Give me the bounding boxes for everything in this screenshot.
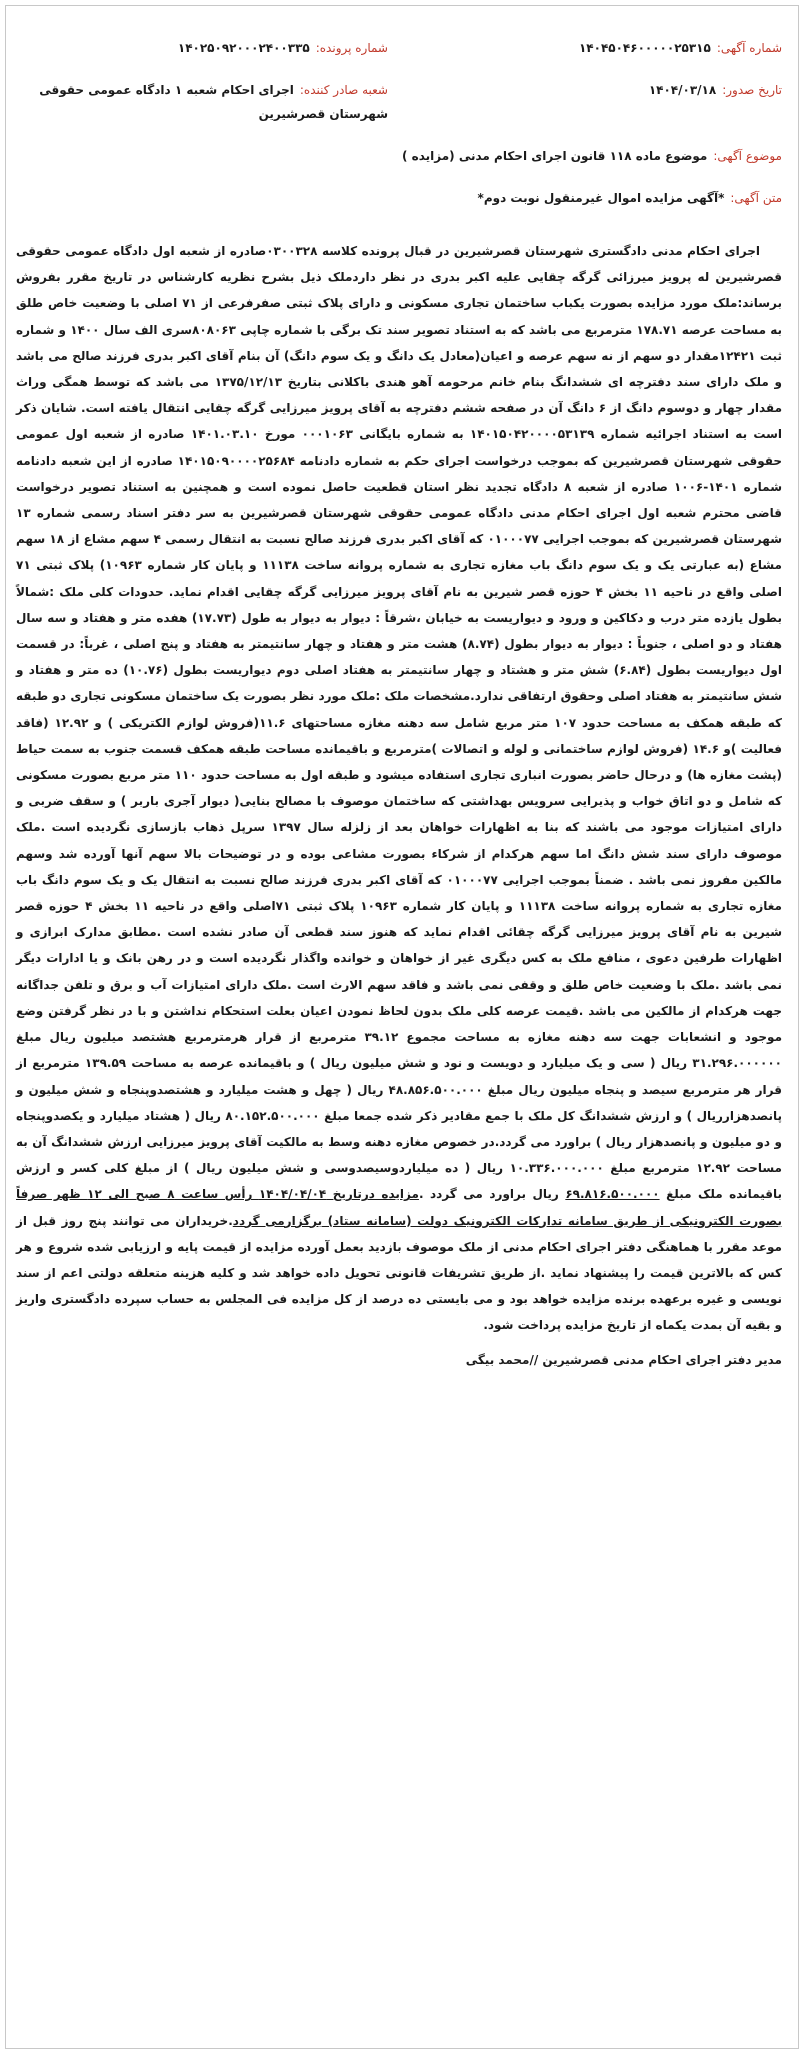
ad-number-label: شماره آگهی: [716, 41, 782, 55]
text-label: متن آگهی: [730, 191, 782, 205]
signature: مدیر دفتر اجرای احکام مدنی قصرشیرین //محمد بیگی [465, 1352, 782, 1367]
document-frame [5, 5, 799, 2049]
ad-number-row [579, 38, 782, 58]
subject-row [402, 146, 782, 166]
issuer: اجرای احکام شعبه ۱ دادگاه عمومی حقوقی شهرستان قصرشیرین [39, 83, 388, 121]
subject: موضوع ماده ۱۱۸ قانون اجرای احکام مدنی (مزایده ) [401, 149, 708, 163]
notice-main-text: اجرای احکام مدنی دادگستری شهرستان قصرشیرین در قبال پرونده کلاسه ۰۳۰۰۳۲۸صادره از شعبه اول دادگاه عمومی حقوقی قصرشیرین له پرویز میرزائی گرگه چقایی علیه اکبر بدری در نظر داردملک ذیل بشرح نظریه کارشناس در تاریخ مقرر بفروش برساند:ملک مورد مزایده بصورت یکباب ساختمان تجاری مسکونی و دارای پلاک ثبتی صفرفرعی از ۷۱ اصلی با وضعیت خاص طلق به مساحت عرصه ۱۷۸.۷۱ مترمربع می باشد که به استناد تصویر سند تک برگی با شماره چاپی ۸۰۸۰۶۳سری الف سال ۱۴۰۰ و شماره ثبت ۱۲۴۲۱مقدار دو سهم از نه سهم عرصه و اعیان(معادل یک دانگ و یک سوم دانگ) آن بنام آقای اکبر بدری فرزند صالح می باشد و ملک دارای سند دفترچه ای ششدانگ بنام خانم مرحومه آهو هندی باکلانی بتاریخ ۱۳۷۵/۱۲/۱۳ می باشد که توسط همگی وراث مقدار چهار و دوسوم دانگ از ۶ دانگ آن در صفحه ششم دفترچه به آقای پرویز میرزایی گرگه چقایی انتقال یافته است. شایان ذکر است به استناد اجرائیه شماره ۱۴۰۱۵۰۴۲۰۰۰۰۵۳۱۳۹ به شماره بایگانی ۰۰۰۱۰۶۳ مورخ ۱۴۰۱.۰۳.۱۰ صادره از شعبه اول عمومی حقوقی شهرستان قصرشیرین که بموجب درخواست اجرای حکم به شماره دادنامه ۱۴۰۱۵۰۹۰۰۰۰۲۵۶۸۴ صادره از این شعبه دادنامه شماره ۱۴۰۱-۱۰۰۶ صادره از شعبه ۸ دادگاه تجدید نظر استان قطعیت حاصل نموده است و همچنین به استناد تصویر درخواست قاضی محترم شعبه اول اجرای احکام مدنی دادگاه عمومی حقوقی شهرستان قصرشیرین به سر دفتر اسناد رسمی شماره ۱۳ شهرستان قصرشیرین که بموجب اجرایی ۰۱۰۰۰۷۷ که آقای اکبر بدری فرزند صالح نسبت به انتقال رسمی ۴ سهم مشاع از ۱۸ سهم مشاع (به عبارتی یک و یک سوم دانگ باب مغازه تجاری به شماره پروانه ساخت ۱۱۱۳۸ و پایان کار شماره ۱۰۹۶۳) پلاک ثبتی ۷۱ اصلی واقع در ناحیه ۱۱ بخش ۴ حوزه قصر شیرین به نام آقای پرویز میرزایی گرگه چقایی اقدام نماید. حدودات کلی ملک :شمالاً بطول یازده متر درب و دکاکین و ورود و دیواریست به خیابان ،شرقاً : دیوار به دیوار به طول (۱۷.۷۳) هفده متر و هفتاد و سه سال هفتاد و دو اصلی ، جنوباً : دیوار به دیوار بطول (۸.۷۴) هشت متر و هفتاد و چهار سانتیمتر به هفتاد و پنج اصلی ، غرباً: در قسمت اول دیواریست بطول (۶.۸۴) شش متر و هشتاد و چهار سانتیمتر به هفتاد اصلی دوم دیواریست بطول (۱۰.۷۶) ده متر و هفتاد و شش سانتیمتر به هفتاد اصلی وحقوق ارتفاقی ندارد.مشخصات ملک :ملک مورد نظر بصورت یک ساختمان مسکونی تجاری دو طبقه که طبقه همکف به مساحت حدود ۱۰۷ متر مربع شامل سه دهنه مغازه مساحتهای ۱۱.۶(فروش لوازم الکتریکی ) و ۱۲.۹۲ (فاقد فعالیت )و ۱۴.۶ (فروش لوازم ساختمانی و لوله و اتصالات )مترمربع و باقیمانده مساحت طبقه همکف قسمت جنوب به سمت حیاط (پشت مغازه ها) و درحال حاضر بصورت انباری تجاری استفاده میشود و طبقه اول به مساحت حدود ۱۱۰ متر مربع بصورت مسکونی که شامل و دو اتاق خواب و پذیرایی سرویس بهداشتی که ساختمان موصوف با مصالح بنایی( دیوار آجری باربر ) و سقف ضربی و دارای امتیازات موجود می باشند که بنا به اظهارات خواهان بعد از زلزله سال ۱۳۹۷ سرپل ذهاب بازسازی نگردیده است .ملک موصوف دارای سند شش دانگ اما سهم هرکدام از شرکاء بصورت مشاعی بوده و در توضیحات بالا سهم آنها آورده شد وسهم مالکین مفروز نمی باشد . ضمناً بموجب اجرایی ۰۱۰۰۰۷۷ که آقای اکبر بدری فرزند صالح نسبت به انتقال یک و یک سوم دانگ باب مغازه تجاری به شماره پروانه ساخت ۱۱۱۳۸ و پایان کار شماره ۱۰۹۶۳ پلاک ثبتی ۷۱اصلی واقع در ناحیه ۱۱ بخش ۴ حوزه قصر شیرین به نام آقای پرویز میرزایی گرگه چقائی اقدام نماید که هنوز سند قطعی آن صادر نشده است .مطابق مدارک ابرازی و اظهارات طرفین دعوی ، منافع ملک به کس دیگری غیر از خواهان و خوانده واگذار نگردیده است و در رهن بانک و یا ادارات دیگر نمی باشد .ملک با وضعیت خاص طلق و وقفی نمی باشد و فاقد سهم الارث است .ملک دارای امتیازات آب و برق و تلفن جداگانه جهت هرکدام از مالکین می باشد .قیمت عرصه کلی ملک بدون لحاظ نمودن اعیان بعلت استحکام نداشتن و با در نظر گرفتن وضع موجود و انشعابات جهت سه دهنه مغازه به مساحت مجموع ۳۹.۱۲ مترمربع از قرار هرمترمربع هشتصد میلیون ریال مبلغ ۳۱.۲۹۶.۰۰۰۰۰۰ ریال ( سی و یک میلیارد و دویست و نود و شش میلیون ریال ) و باقیمانده عرصه به مساحت ۱۳۹.۵۹ مترمربع از قرار هر مترمربع سیصد و پنجاه میلیون ریال مبلغ ۴۸.۸۵۶.۵۰۰.۰۰۰ ریال ( چهل و هشت میلیارد و هشتصدوپنجاه و شش میلیون و پانصدهزارریال ) و ارزش ششدانگ کل ملک با جمع مقادیر ذکر شده جمعا مبلغ ۸۰.۱۵۲.۵۰۰.۰۰۰ ریال ( هشتاد میلیارد و یکصدوپنجاه و دو میلیون و پانصدهزار ریال ) براورد می گردد.در خصوص مغازه دهنه وسط به مالکیت آقای پرویز میرزایی ارزش ششدانگ آن به مساحت ۱۲.۹۲ مترمربع مبلغ ۱۰.۳۳۶.۰۰۰.۰۰۰ ریال ( ده میلیاردوسیصدوسی و شش میلیون ریال ) از مبلغ کلی کسر و ارزش باقیمانده ملک مبلغ [16, 244, 783, 1202]
issue-date: ۱۴۰۴/۰۳/۱۸ [648, 83, 717, 97]
issue-date-row [649, 80, 782, 100]
notice-paragraph [16, 238, 782, 1339]
file-number-label: شماره پرونده: [315, 41, 388, 55]
issuer-row [8, 78, 388, 126]
notice-remainder: .خریداران می توانند پنج روز قبل از موعد مقرر با هماهنگی دفتر اجرای احکام مدنی از ملک موصوف بازدید بعمل آورده مزایده از قیمت پایه و ارزیابی شده شروع و هر کس که بالاترین قیمت را پیشنهاد نماید .از طریق تشریفات قانونی تحویل داده خواهد شد و کلیه هزینه متعلقه دولتی اعم از سند نویسی و غیره برعهده برنده مزایده خواهد بود و می بایستی ده درصد از کل مزایده فی المجلس به حساب سپرده دادگستری واریز و بقیه آن بمدت یکماه از تاریخ مزایده پرداخت شود. [16, 1213, 782, 1333]
issuer-label: شعبه صادر کننده: [299, 83, 388, 97]
auction-date-text: مزایده درتاریخ ۱۴۰۴/۰۴/۰۴ رأس ساعت ۸ صبح الی ۱۲ ظهر صرفاً بصورت الکترونیکی از طریق سامانه تدارکات الکترونیک دولت (سامانه ستاد) برگزارمی گردد [16, 1187, 783, 1228]
file-number-row [178, 38, 388, 58]
text-title-row [478, 188, 782, 208]
notice-body [16, 238, 782, 1373]
subject-label: موضوع آگهی: [713, 149, 782, 163]
file-number: ۱۴۰۲۵۰۹۲۰۰۰۲۴۰۰۳۳۵ [177, 41, 310, 55]
ad-number: ۱۴۰۴۵۰۴۶۰۰۰۰۰۲۵۳۱۵ [578, 41, 711, 55]
text-title: *آگهی مزایده اموال غیرمنقول نوبت دوم* [477, 191, 725, 205]
issue-date-label: تاریخ صدور: [722, 83, 782, 97]
remaining-value-amount: ۶۹.۸۱۶.۵۰۰.۰۰۰ [565, 1187, 660, 1202]
notice-after-amount: ریال براورد می گردد . [418, 1187, 566, 1202]
